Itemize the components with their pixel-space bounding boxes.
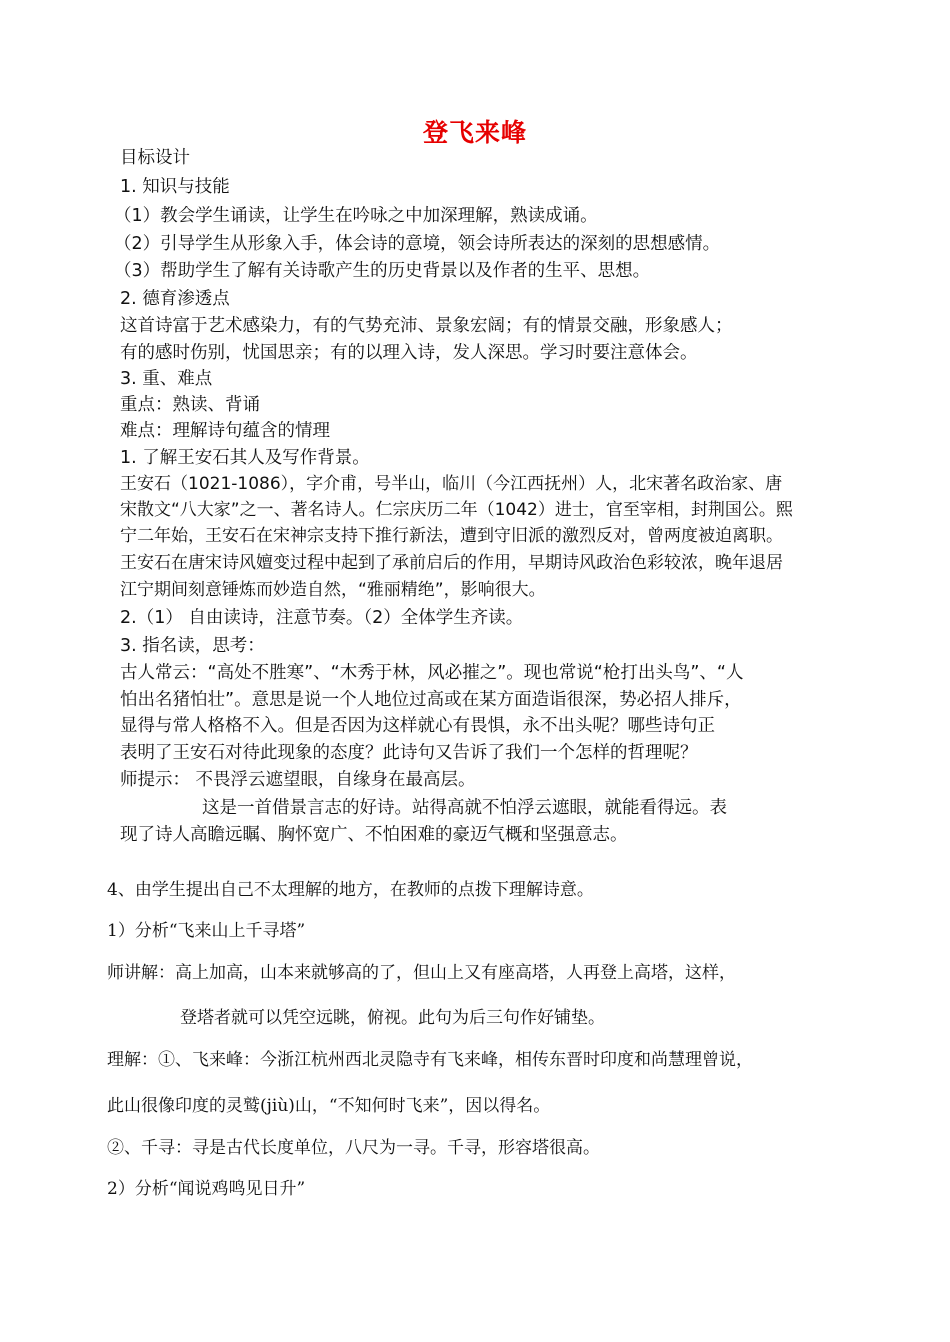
text-line: 1. 知识与技能 xyxy=(120,177,230,197)
text-line: 1. 了解王安石其人及写作背景。 xyxy=(120,448,370,468)
text-line: 2.（1） 自由读诗，注意节奏。（2）全体学生齐读。 xyxy=(120,608,524,628)
text-line: 怕出名猪怕壮”。意思是说一个人地位过高或在某方面造诣很深，势必招人排斥， xyxy=(120,690,742,710)
document-title: 登飞来峰 xyxy=(422,118,527,147)
text-line: 重点：熟读、背诵 xyxy=(120,395,260,415)
text-line: 宋散文“八大家”之一、著名诗人。仁宗庆历二年（1042）进士，官至宰相，封荆国公。熙 xyxy=(120,500,793,520)
text-line: 师提示： 不畏浮云遮望眼，自缘身在最高层。 xyxy=(120,770,476,790)
text-line: 古人常云：“高处不胜寒”、“木秀于林，风必摧之”。现也常说“枪打出头鸟”、“人 xyxy=(120,663,744,683)
text-line: 这是一首借景言志的好诗。站得高就不怕浮云遮眼，就能看得远。表 xyxy=(202,798,727,818)
text-line: （2）引导学生从形象入手，体会诗的意境，领会诗所表达的深刻的思想感情。 xyxy=(114,234,721,254)
text-line: 王安石（1021-1086），字介甫，号半山，临川（今江西抚州）人，北宋著名政治家、唐 xyxy=(120,474,783,494)
text-line: （1）教会学生诵读，让学生在吟咏之中加深理解，熟读成诵。 xyxy=(114,206,598,226)
text-line: 3. 重、难点 xyxy=(120,369,213,389)
text-line: （3）帮助学生了解有关诗歌产生的历史背景以及作者的生平、思想。 xyxy=(114,261,651,281)
text-line: 这首诗富于艺术感染力，有的气势充沛、景象宏阔；有的情景交融，形象感人； xyxy=(120,316,733,336)
text-line: 此山很像印度的灵鹫(jiù)山，“不知何时飞来”，因以得名。 xyxy=(107,1096,551,1116)
text-line: 目标设计 xyxy=(120,148,190,168)
text-line: 有的感时伤别，忧国思亲；有的以理入诗，发人深思。学习时要注意体会。 xyxy=(120,343,698,363)
text-line: 显得与常人格格不入。但是否因为这样就心有畏惧，永不出头呢？哪些诗句正 xyxy=(120,716,715,736)
text-line: 登塔者就可以凭空远眺，俯视。此句为后三句作好铺垫。 xyxy=(180,1008,605,1028)
text-line: 4、由学生提出自己不太理解的地方，在教师的点拨下理解诗意。 xyxy=(107,880,594,900)
text-line: 师讲解：高上加高，山本来就够高的了，但山上又有座高塔，人再登上高塔，这样， xyxy=(107,963,736,983)
text-line: 表明了王安石对待此现象的态度？此诗句又告诉了我们一个怎样的哲理呢？ xyxy=(120,743,698,763)
text-line: 1）分析“飞来山上千寻塔” xyxy=(107,921,306,941)
text-line: 现了诗人高瞻远瞩、胸怀宽广、不怕困难的豪迈气概和坚强意志。 xyxy=(120,825,628,845)
text-line: 2. 德育渗透点 xyxy=(120,289,230,309)
text-line: 宁二年始，王安石在宋神宗支持下推行新法，遭到守旧派的激烈反对，曾两度被迫离职。 xyxy=(120,526,783,546)
text-line: ②、千寻：寻是古代长度单位，八尺为一寻。千寻，形容塔很高。 xyxy=(107,1138,600,1158)
text-line: 3. 指名读，思考： xyxy=(120,636,265,656)
text-line: 江宁期间刻意锤炼而妙造自然，“雅丽精绝”，影响很大。 xyxy=(120,580,546,600)
text-line: 理解：①、飞来峰：今浙江杭州西北灵隐寺有飞来峰，相传东晋时印度和尚慧理曾说， xyxy=(107,1050,753,1070)
text-line: 王安石在唐宋诗风嬗变过程中起到了承前启后的作用，早期诗风政治色彩较浓，晚年退居 xyxy=(120,553,783,573)
text-line: 难点：理解诗句蕴含的情理 xyxy=(120,421,330,441)
text-line: 2）分析“闻说鸡鸣见日升” xyxy=(107,1179,306,1199)
